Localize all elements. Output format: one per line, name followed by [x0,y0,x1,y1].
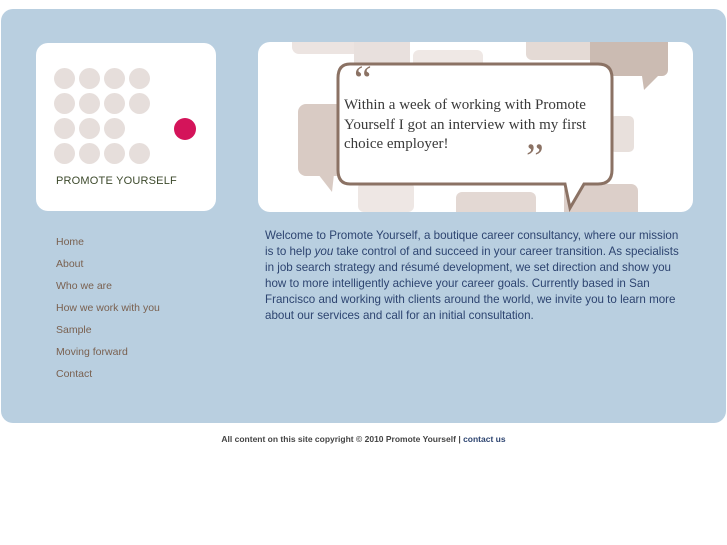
nav-item-how-we-work[interactable]: How we work with you [56,302,160,314]
footer [0,434,727,444]
nav-item-home[interactable]: Home [56,236,85,248]
logo-pink-dot-icon [174,118,196,140]
footer-copyright: All content on this site copyright © 2010 Promote Yourself | [221,434,464,444]
contact-us-link[interactable]: contact us [463,434,506,444]
sidebar-nav [56,236,160,390]
intro-text-part2: take control of and succeed in your career transition. As specialists in job search strategy and résumé development, we set direction and show you how to more intelligently achieve your career goals. Currently based in San Francisco and working with clients around the world, we invite you to learn more about our services and call for an initial consultation. [265,245,679,322]
intro-text-part1: Welcome to Promote Yourself, a boutique career consultancy, where our mission is to help [265,229,679,258]
nav-item-who-we-are[interactable]: Who we are [56,280,113,292]
nav-item-contact[interactable]: Contact [56,368,93,380]
nav-item-about[interactable]: About [56,258,84,270]
quote-open-mark: “ [354,57,372,102]
logo-dots-icon [54,68,154,168]
intro-text [265,228,685,324]
nav-item-moving-forward[interactable]: Moving forward [56,346,128,358]
logo[interactable] [36,43,216,211]
nav-item-sample[interactable]: Sample [56,324,92,336]
intro-emphasis: you [314,245,334,258]
quote-close-mark: ” [526,135,544,180]
testimonial-quote: Within a week of working with Promote Yourself I got an interview with my first choice employer! [344,97,587,152]
logo-text: PROMOTE YOURSELF [56,175,177,187]
